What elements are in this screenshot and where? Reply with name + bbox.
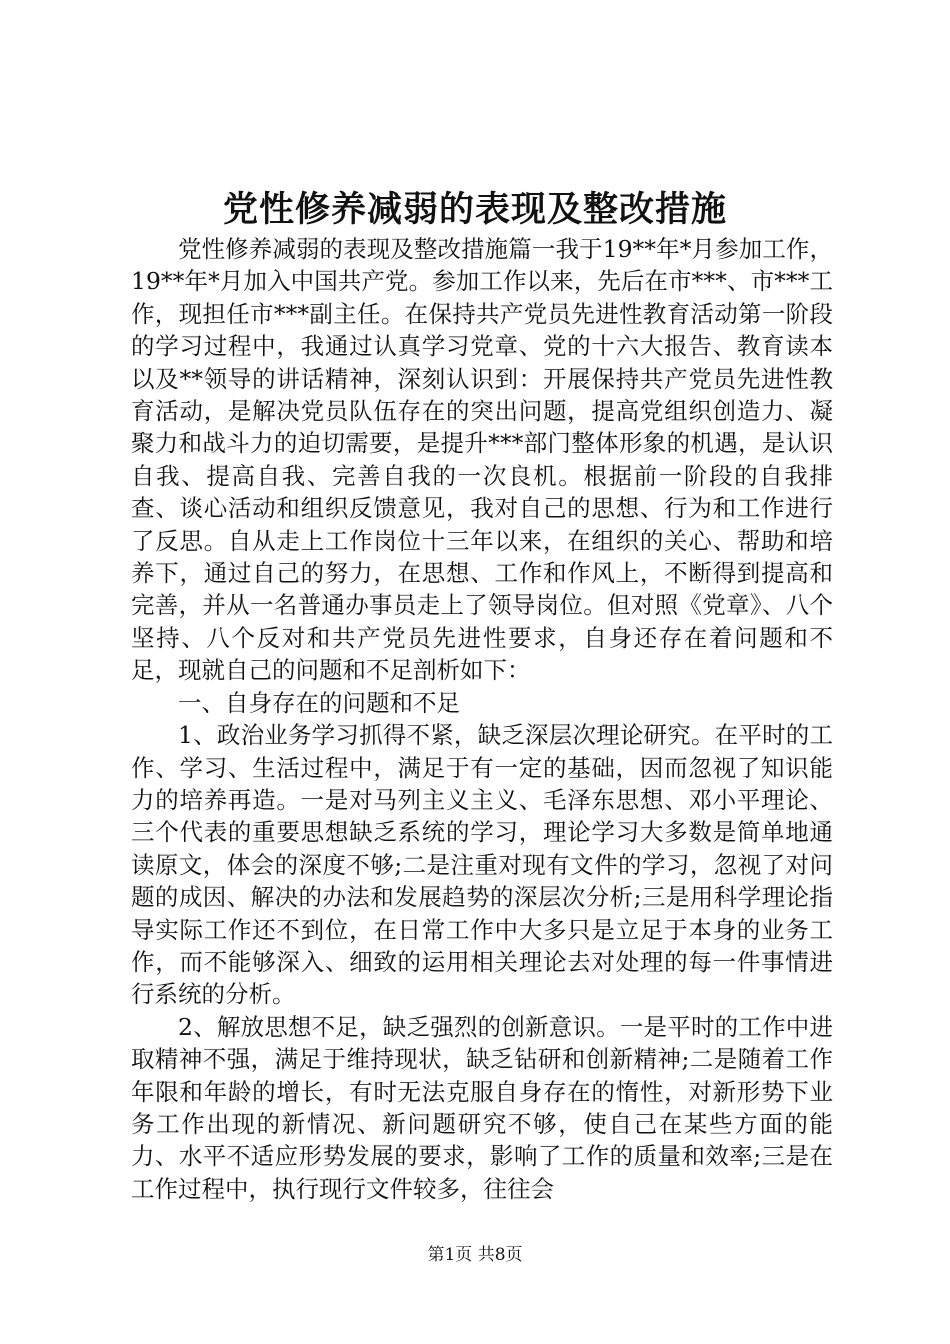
paragraph-item-1: 1、政治业务学习抓得不紧，缺乏深层次理论研究。在平时的工作、学习、生活过程中，满足于有一定的基础，因而忽视了知识能力的培养再造。一是对马列主义主义、毛泽东思想、邓小平理论、三个代表的重要思想缺乏系统的学习，理论学习大多数是简单地通读原文，体会的深度不够;二是注重对现有文件的学习，忽视了对问题的成因、解决的办法和发展趋势的深层次分析;三是用科学理论指导实际工作还不到位，在日常工作中大多只是立足于本身的业务工作，而不能够深入、细致的运用相关理论去对处理的每一件事情进行系统的分析。 — [131, 721, 833, 1009]
page-number-footer: 第1页 共8页 — [427, 1245, 523, 1265]
document-body — [131, 233, 833, 1205]
section-heading: 一、自身存在的问题和不足 — [178, 688, 460, 717]
paragraph-item-2: 2、解放思想不足，缺乏强烈的创新意识。一是平时的工作中进取精神不强，满足于维持现状，缺乏钻研和创新精神;二是随着工作年限和年龄的增长，有时无法克服自身存在的惰性，对新形势下业务工作出现的新情况、新问题研究不够，使自己在某些方面的能力、水平不适应形势发展的要求，影响了工作的质量和效率;三是在工作过程中，执行现行文件较多，往往会 — [131, 1012, 833, 1203]
document-title: 党性修养减弱的表现及整改措施 — [222, 189, 727, 230]
paragraph-intro: 党性修养减弱的表现及整改措施篇一我于19**年*月参加工作，19**年*月加入中国共产党。参加工作以来，先后在市***、市***工作，现担任市***副主任。在保持共产党员先进性教育活动第一阶段的学习过程中，我通过认真学习党章、党的十六大报告、教育读本以及**领导的讲话精神，深刻认识到：开展保持共产党员先进性教育活动，是解决党员队伍存在的突出问题，提高党组织创造力、凝聚力和战斗力的迫切需要，是提升***部门整体形象的机遇，是认识自我、提高自我、完善自我的一次良机。根据前一阶段的自我排查、谈心活动和组织反馈意见，我对自己的思想、行为和工作进行了反思。自从走上工作岗位十三年以来，在组织的关心、帮助和培养下，通过自己的努力，在思想、工作和作风上，不断得到提高和完善，并从一名普通办事员走上了领导岗位。但对照《党章》、八个坚持、八个反对和共产党员先进性要求，自身还存在着问题和不足，现就自己的问题和不足剖析如下： — [131, 235, 833, 685]
